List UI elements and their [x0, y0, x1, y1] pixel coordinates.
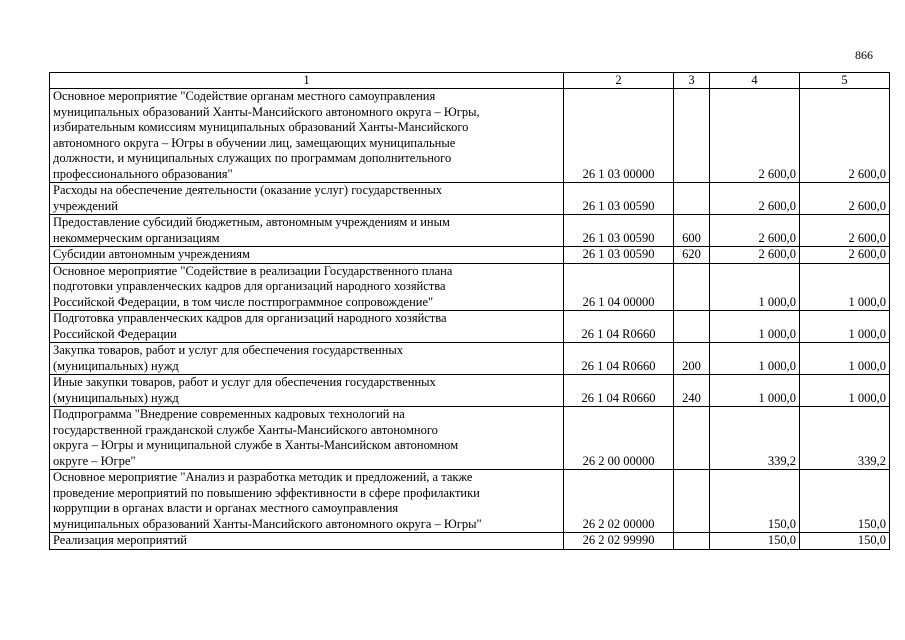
row-value-5: 150,0 [800, 470, 890, 533]
row-kvr [674, 263, 710, 311]
row-value-5: 2 600,0 [800, 183, 890, 215]
table-row [50, 470, 890, 533]
row-name-line: коррупции в органах власти и органах местного самоуправления [53, 501, 399, 515]
row-value-4: 150,0 [710, 470, 800, 533]
row-value-4: 339,2 [710, 407, 800, 470]
header-col-5: 5 [800, 73, 890, 89]
row-name-line: учреждений [53, 198, 118, 213]
row-name [50, 183, 564, 215]
row-name-line: округа – Югры и муниципальной службе в Ханты-Мансийском автономном [53, 438, 459, 452]
table-row [50, 89, 890, 183]
row-code: 26 1 04 00000 [564, 263, 674, 311]
row-code: 26 1 04 R0660 [564, 343, 674, 375]
table-row [50, 215, 890, 247]
row-value-4: 2 600,0 [710, 89, 800, 183]
table-row [50, 247, 890, 264]
row-name-line: должности, и муниципальных служащих по программам дополнительного [53, 151, 452, 165]
header-col-3: 3 [674, 73, 710, 89]
row-value-5: 1 000,0 [800, 263, 890, 311]
row-name-line: Российской Федерации, в том числе постпрограммное сопровождение" [53, 294, 434, 309]
row-name [50, 533, 564, 550]
row-name-line: Предоставление субсидий бюджетным, автономным учреждениям и иным [53, 215, 450, 229]
row-name [50, 343, 564, 375]
header-col-4: 4 [710, 73, 800, 89]
row-name-line: избирательным комиссиям муниципальных образований Ханты-Мансийского [53, 120, 469, 134]
row-name-line: подготовки управленческих кадров для организаций народного хозяйства [53, 279, 446, 293]
row-value-5: 339,2 [800, 407, 890, 470]
row-value-4: 1 000,0 [710, 263, 800, 311]
row-name-line: Реализация мероприятий [53, 533, 187, 547]
row-name-line: автономного округа – Югры в обучении лиц, замещающих муниципальные [53, 135, 456, 150]
row-name [50, 375, 564, 407]
row-value-5: 150,0 [800, 533, 890, 550]
row-code: 26 1 03 00590 [564, 247, 674, 264]
budget-table [49, 72, 890, 550]
row-code: 26 2 00 00000 [564, 407, 674, 470]
row-name-line: муниципальных образований Ханты-Мансийского автономного округа – Югры" [53, 516, 482, 531]
row-kvr [674, 470, 710, 533]
row-name-line: (муниципальных) нужд [53, 358, 179, 373]
row-code: 26 2 02 99990 [564, 533, 674, 550]
row-name [50, 311, 564, 343]
row-name-line: некоммерческим организациям [53, 230, 220, 245]
row-code: 26 2 02 00000 [564, 470, 674, 533]
table-row [50, 533, 890, 550]
row-name-line: Основное мероприятие "Анализ и разработка методик и предложений, а также [53, 470, 473, 484]
row-name [50, 407, 564, 470]
table-row [50, 407, 890, 470]
row-name [50, 263, 564, 311]
row-value-5: 2 600,0 [800, 215, 890, 247]
row-name-line: Подпрограмма "Внедрение современных кадровых технологий на [53, 407, 405, 421]
row-name-line: Закупка товаров, работ и услуг для обеспечения государственных [53, 343, 404, 357]
row-value-4: 1 000,0 [710, 311, 800, 343]
row-name-line: Российской Федерации [53, 326, 177, 341]
table-row [50, 375, 890, 407]
row-code: 26 1 03 00590 [564, 183, 674, 215]
row-kvr [674, 89, 710, 183]
row-name-line: округе – Югре" [53, 453, 136, 468]
row-kvr [674, 407, 710, 470]
row-value-4: 1 000,0 [710, 375, 800, 407]
row-value-4: 1 000,0 [710, 343, 800, 375]
row-name-line: Основное мероприятие "Содействие в реализации Государственного плана [53, 263, 453, 278]
row-value-5: 1 000,0 [800, 311, 890, 343]
row-kvr: 200 [674, 343, 710, 375]
row-name-line: Иные закупки товаров, работ и услуг для обеспечения государственных [53, 375, 436, 389]
row-code: 26 1 04 R0660 [564, 375, 674, 407]
row-kvr: 620 [674, 247, 710, 264]
header-col-1: 1 [50, 73, 564, 89]
row-kvr [674, 183, 710, 215]
row-name-line: проведение мероприятий по повышению эффективности в сфере профилактики [53, 485, 480, 500]
table-row [50, 183, 890, 215]
row-name [50, 470, 564, 533]
row-value-5: 2 600,0 [800, 247, 890, 264]
row-value-5: 1 000,0 [800, 375, 890, 407]
row-name-line: Субсидии автономным учреждениям [53, 247, 250, 261]
row-value-4: 150,0 [710, 533, 800, 550]
table-row [50, 263, 890, 311]
row-value-4: 2 600,0 [710, 247, 800, 264]
page-number: 866 [855, 48, 873, 62]
row-value-4: 2 600,0 [710, 215, 800, 247]
row-kvr [674, 533, 710, 550]
row-code: 26 1 03 00000 [564, 89, 674, 183]
row-value-5: 2 600,0 [800, 89, 890, 183]
row-name-line: Основное мероприятие "Содействие органам местного самоуправления [53, 89, 436, 103]
row-value-4: 2 600,0 [710, 183, 800, 215]
row-name [50, 247, 564, 264]
table-row [50, 343, 890, 375]
table-row [50, 311, 890, 343]
row-name-line: Подготовка управленческих кадров для организаций народного хозяйства [53, 311, 447, 325]
row-value-5: 1 000,0 [800, 343, 890, 375]
row-kvr: 240 [674, 375, 710, 407]
row-name [50, 89, 564, 183]
row-name-line: профессионального образования" [53, 166, 233, 181]
header-col-2: 2 [564, 73, 674, 89]
row-name-line: государственной гражданской службе Ханты-Мансийского автономного [53, 422, 438, 437]
row-kvr [674, 311, 710, 343]
table-body [50, 89, 890, 550]
row-name-line: (муниципальных) нужд [53, 390, 179, 405]
header-row [50, 73, 890, 89]
row-name-line: муниципальных образований Ханты-Мансийского автономного округа – Югры, [53, 104, 480, 119]
row-code: 26 1 04 R0660 [564, 311, 674, 343]
row-name-line: Расходы на обеспечение деятельности (оказание услуг) государственных [53, 183, 443, 197]
row-kvr: 600 [674, 215, 710, 247]
row-name [50, 215, 564, 247]
row-code: 26 1 03 00590 [564, 215, 674, 247]
